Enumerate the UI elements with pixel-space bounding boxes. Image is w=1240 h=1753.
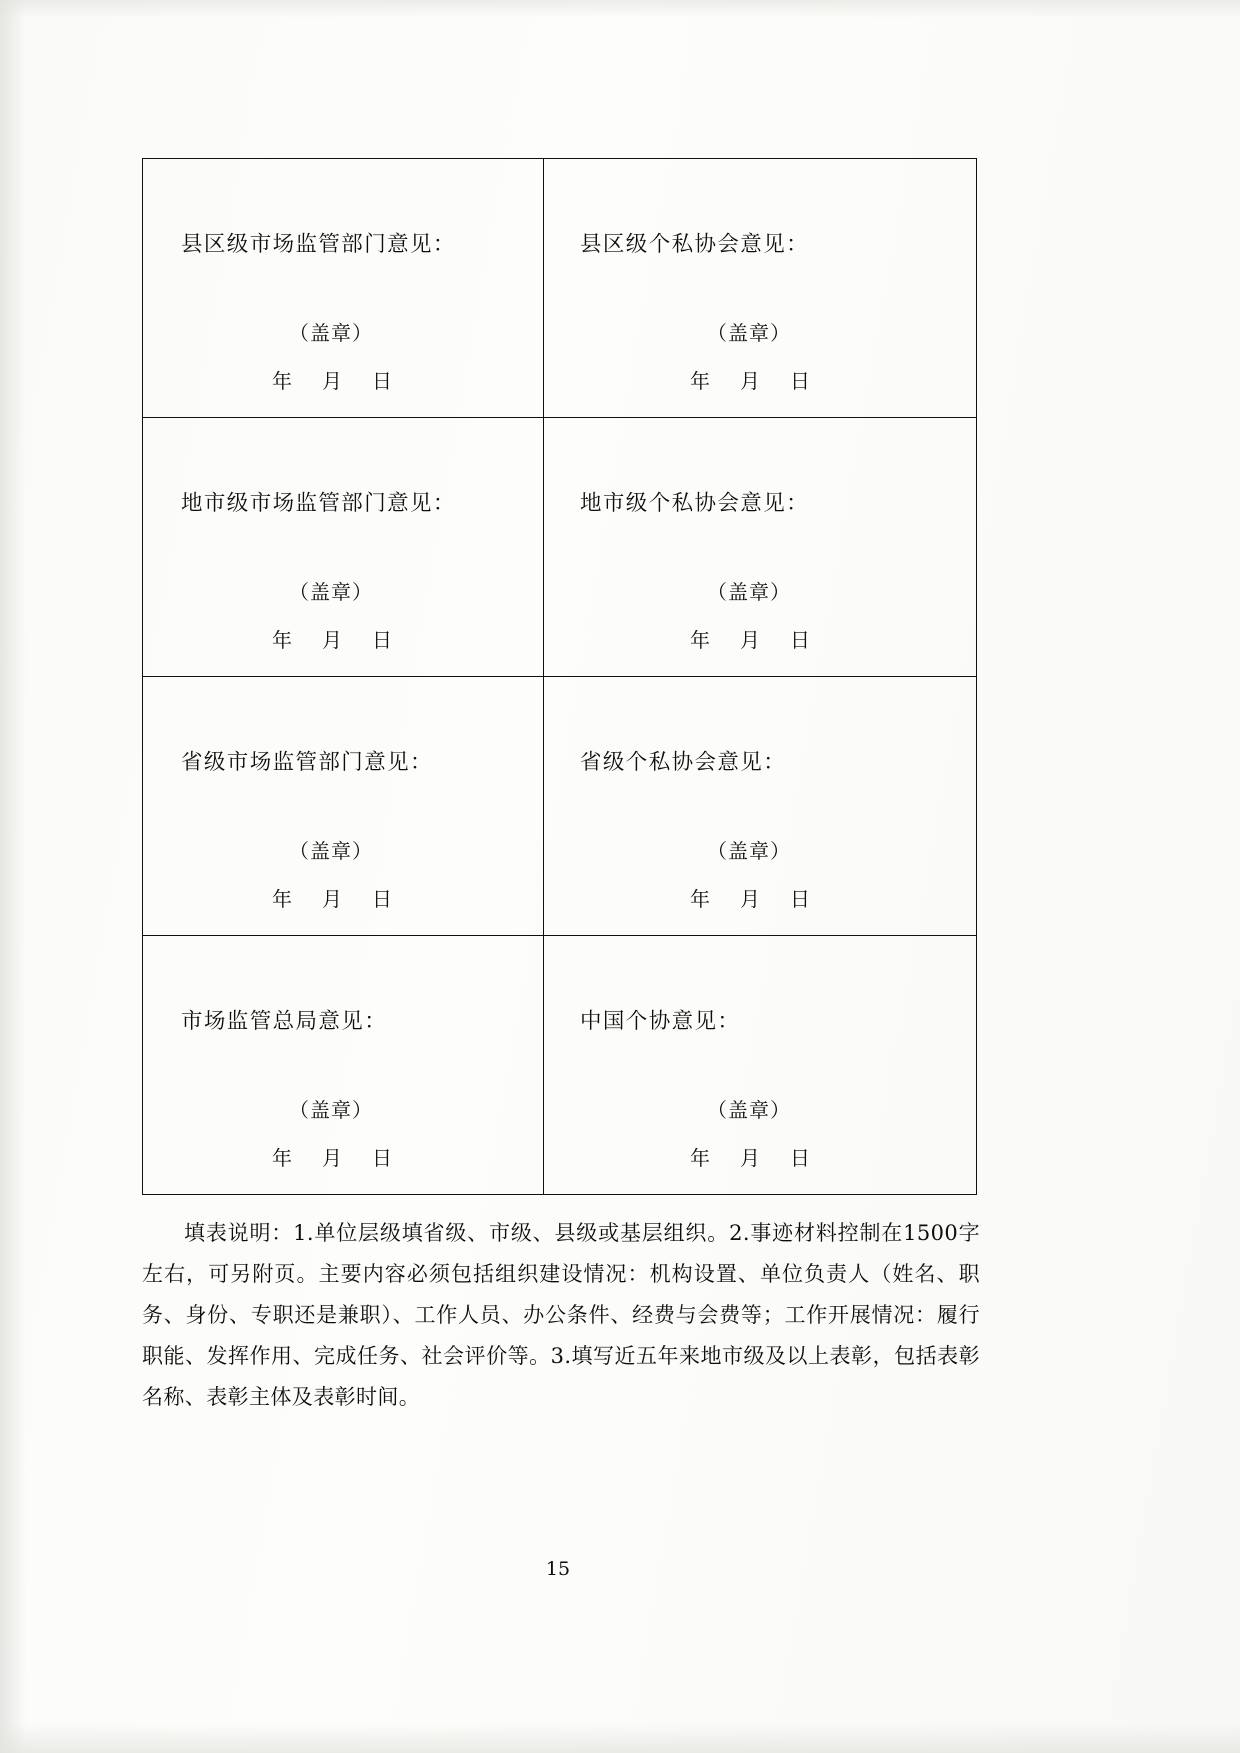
date-line xyxy=(143,365,543,394)
cell-national-association-opinion[interactable] xyxy=(544,936,977,1195)
cell-title: 省级市场监管部门意见： xyxy=(181,750,433,775)
cell-city-association-opinion[interactable] xyxy=(544,418,977,677)
cell-city-market-supervision-opinion[interactable] xyxy=(143,418,544,677)
cell-title: 县区级市场监管部门意见： xyxy=(181,232,456,257)
date-year-label: 年 xyxy=(690,628,710,652)
date-year-label: 年 xyxy=(690,887,710,911)
table-row xyxy=(143,418,977,677)
seal-label: （盖章） xyxy=(707,1098,791,1122)
cell-title: 地市级市场监管部门意见： xyxy=(181,491,456,516)
paper-edge-top xyxy=(0,0,1240,18)
cell-title: 中国个协意见： xyxy=(580,1009,741,1034)
date-month-label: 月 xyxy=(740,887,760,911)
approval-opinions-table xyxy=(142,158,977,1195)
form-instructions-text: 填表说明：1.单位层级填省级、市级、县级或基层组织。2.事迹材料控制在1500字左右，可另附页。主要内容必须包括组织建设情况：机构设置、单位负责人（姓名、职务、身份、专职还是兼职）、工作人员、办公条件、经费与会费等；工作开展情况：履行职能、发挥作用、完成任务、社会评价等。3.填写近五年来地市级及以上表彰，包括表彰名称、表彰主体及表彰时间。 xyxy=(142,1221,980,1409)
table-row xyxy=(143,677,977,936)
seal-label: （盖章） xyxy=(289,839,373,863)
date-day-label: 日 xyxy=(372,887,392,911)
date-month-label: 月 xyxy=(740,1146,760,1170)
date-year-label: 年 xyxy=(690,1146,710,1170)
table-row xyxy=(143,159,977,418)
seal-label: （盖章） xyxy=(707,321,791,345)
date-line xyxy=(143,624,543,653)
seal-label: （盖章） xyxy=(289,321,373,345)
date-line xyxy=(544,624,976,653)
date-day-label: 日 xyxy=(790,887,810,911)
date-day-label: 日 xyxy=(790,1146,810,1170)
date-month-label: 月 xyxy=(322,1146,342,1170)
cell-county-market-supervision-opinion[interactable] xyxy=(143,159,544,418)
date-year-label: 年 xyxy=(272,1146,292,1170)
cell-title: 地市级个私协会意见： xyxy=(580,491,810,516)
date-day-label: 日 xyxy=(372,369,392,393)
cell-county-association-opinion[interactable] xyxy=(544,159,977,418)
seal-label: （盖章） xyxy=(289,580,373,604)
date-line xyxy=(544,1142,976,1171)
date-month-label: 月 xyxy=(322,369,342,393)
document-body xyxy=(142,158,980,1580)
date-year-label: 年 xyxy=(272,369,292,393)
date-line xyxy=(544,365,976,394)
table-row xyxy=(143,936,977,1195)
cell-title: 市场监管总局意见： xyxy=(181,1009,388,1034)
date-month-label: 月 xyxy=(740,369,760,393)
cell-national-market-supervision-opinion[interactable] xyxy=(143,936,544,1195)
date-year-label: 年 xyxy=(690,369,710,393)
date-year-label: 年 xyxy=(272,887,292,911)
date-day-label: 日 xyxy=(372,628,392,652)
paper-edge-left xyxy=(0,0,26,1753)
date-day-label: 日 xyxy=(790,628,810,652)
form-instructions xyxy=(142,1213,980,1418)
cell-title: 省级个私协会意见： xyxy=(580,750,787,775)
date-month-label: 月 xyxy=(740,628,760,652)
seal-label: （盖章） xyxy=(289,1098,373,1122)
seal-label: （盖章） xyxy=(707,580,791,604)
date-month-label: 月 xyxy=(322,887,342,911)
cell-province-association-opinion[interactable] xyxy=(544,677,977,936)
date-line xyxy=(143,883,543,912)
date-day-label: 日 xyxy=(790,369,810,393)
paper-edge-bottom xyxy=(0,1723,1240,1753)
date-line xyxy=(143,1142,543,1171)
page-number: 15 xyxy=(545,1558,571,1580)
seal-label: （盖章） xyxy=(707,839,791,863)
date-day-label: 日 xyxy=(372,1146,392,1170)
date-year-label: 年 xyxy=(272,628,292,652)
date-line xyxy=(544,883,976,912)
cell-province-market-supervision-opinion[interactable] xyxy=(143,677,544,936)
date-month-label: 月 xyxy=(322,628,342,652)
cell-title: 县区级个私协会意见： xyxy=(580,232,810,257)
